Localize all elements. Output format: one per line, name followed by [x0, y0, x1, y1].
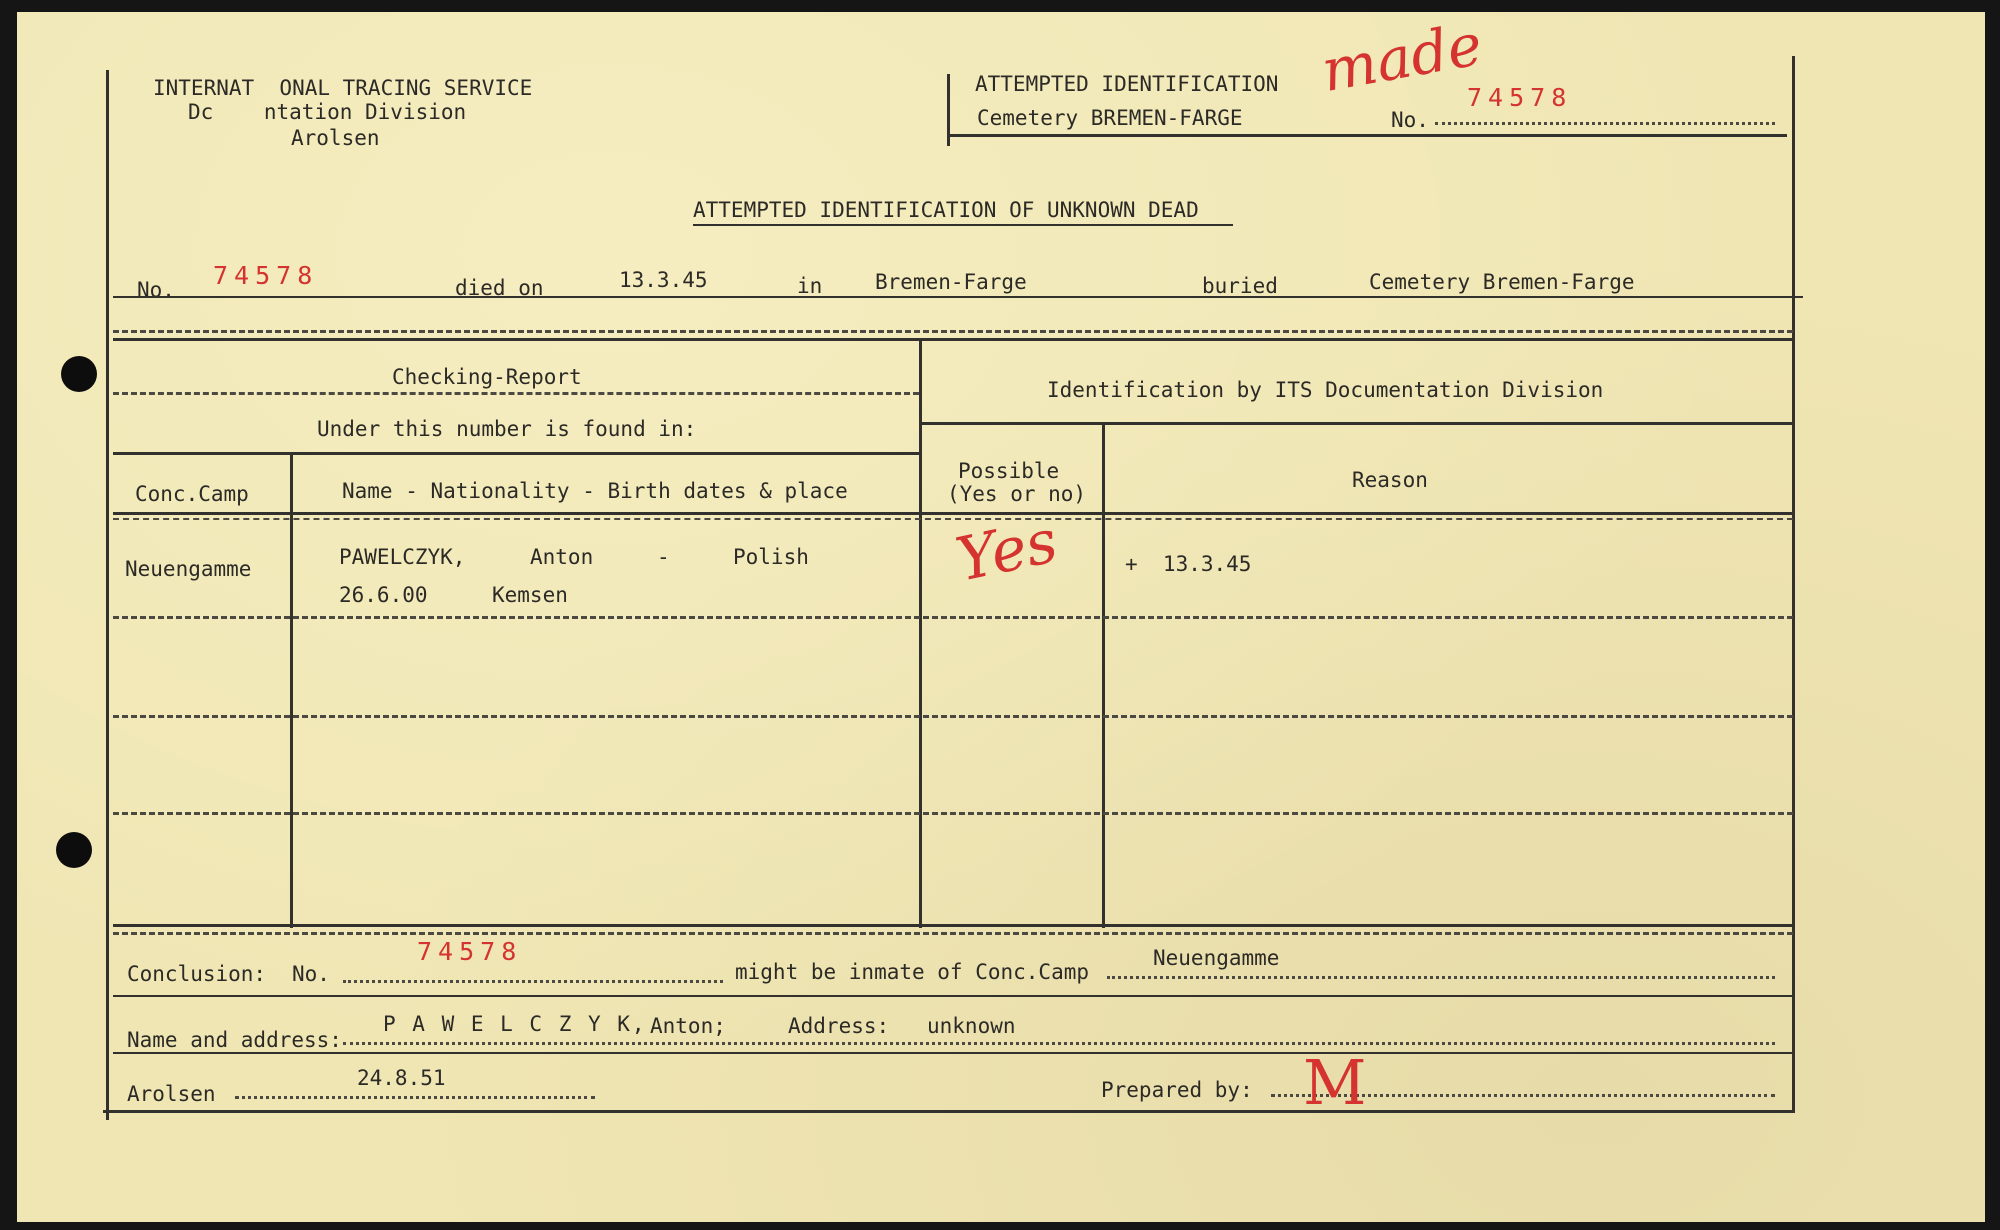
- table-bottom-rule-1: [113, 924, 1793, 927]
- name-address-label: Name and address:: [127, 1028, 342, 1052]
- table-divider-camp: [290, 452, 293, 928]
- row1-surname: PAWELCZYK,: [339, 545, 466, 569]
- record-baseline: [113, 296, 1803, 298]
- conclusion-camp-leader: [1107, 976, 1775, 979]
- address-label: Address:: [788, 1014, 890, 1038]
- conclusion-rule: [113, 995, 1793, 997]
- place-label: Arolsen: [127, 1082, 216, 1106]
- frame-bottom-rule: [103, 1110, 1795, 1113]
- header-box-bottom-rule: [947, 134, 1787, 137]
- row1-possible-handwritten: Yes: [950, 506, 1064, 596]
- header-box-no-value: 74578: [1467, 83, 1573, 112]
- record-in-label: in: [797, 274, 823, 298]
- table-top-rule-2: [113, 338, 1793, 341]
- col-header-possible-line2: (Yes or no): [947, 482, 1087, 506]
- row1-reason: + 13.3.45: [1125, 552, 1252, 576]
- form-title: ATTEMPTED IDENTIFICATION OF UNKNOWN DEAD: [693, 198, 1199, 222]
- record-buried-label: buried: [1202, 274, 1278, 298]
- conclusion-no-label: No.: [292, 962, 330, 986]
- record-place-value: Bremen-Farge: [875, 270, 1027, 294]
- record-buried-value: Cemetery Bremen-Farge: [1369, 270, 1635, 294]
- header-box-no-label: No.: [1391, 108, 1429, 132]
- row1-birth-place: Kemsen: [492, 583, 568, 607]
- record-no-value: 74578: [213, 261, 319, 290]
- prepared-by-initial: M: [1303, 1046, 1367, 1119]
- row1-nationality: Polish: [733, 545, 809, 569]
- name-address-firstname: Anton;: [650, 1014, 726, 1038]
- checking-report-subtitle: Under this number is found in:: [317, 417, 697, 441]
- identification-title: Identification by ITS Documentation Division: [1047, 378, 1604, 402]
- col-header-camp: Conc.Camp: [135, 482, 249, 506]
- col-header-possible-line1: Possible: [958, 459, 1060, 483]
- header-box-cemetery: Cemetery BREMEN-FARGE: [977, 106, 1243, 130]
- table-top-rule-1: [113, 330, 1793, 333]
- conclusion-camp-value: Neuengamme: [1153, 946, 1280, 970]
- name-address-leader: [343, 1042, 1775, 1045]
- record-no-label: No.: [137, 278, 175, 302]
- index-card: [17, 12, 1985, 1222]
- table-row-rule-3: [113, 812, 1793, 815]
- name-address-surname: P A W E L C Z Y K,: [383, 1012, 647, 1036]
- org-division: Dc ntation Division: [188, 100, 467, 124]
- prepared-by-label: Prepared by:: [1101, 1078, 1253, 1102]
- table-bottom-rule-2: [113, 932, 1793, 935]
- row1-camp: Neuengamme: [125, 557, 252, 581]
- address-value: unknown: [927, 1014, 1016, 1038]
- conclusion-might-text: might be inmate of Conc.Camp: [735, 960, 1090, 984]
- table-row-rule-2: [113, 715, 1793, 718]
- header-handwriting: made: [1316, 10, 1488, 105]
- punch-hole-top: [61, 356, 97, 392]
- checking-title-rule: [113, 392, 919, 395]
- row1-birth-date: 26.6.00: [339, 583, 428, 607]
- prepared-date: 24.8.51: [357, 1066, 446, 1090]
- record-died-value: 13.3.45: [619, 268, 708, 292]
- frame-left-rule: [106, 70, 109, 1120]
- table-divider-possible: [1102, 422, 1105, 928]
- header-box-no-leader: [1435, 122, 1775, 125]
- conclusion-no-value: 74578: [417, 937, 523, 966]
- record-died-label: died on: [455, 276, 544, 300]
- row1-dash: -: [657, 545, 670, 569]
- col-header-rule-dashed: [113, 518, 1793, 520]
- frame-right-rule: [1792, 56, 1795, 1112]
- col-header-rule: [113, 512, 1793, 515]
- org-name: INTERNAT ONAL TRACING SERVICE: [153, 76, 533, 100]
- conclusion-label: Conclusion:: [127, 962, 267, 986]
- org-location: Arolsen: [291, 126, 380, 150]
- identification-title-rule: [919, 422, 1793, 425]
- col-header-name: Name - Nationality - Birth dates & place: [342, 479, 848, 503]
- place-leader: [235, 1096, 595, 1099]
- header-box-title: ATTEMPTED IDENTIFICATION: [975, 72, 1279, 96]
- conclusion-no-leader: [343, 980, 723, 983]
- row1-firstname: Anton: [530, 545, 594, 569]
- punch-hole-bottom: [56, 832, 92, 868]
- table-row-rule-1: [113, 616, 1793, 619]
- table-divider-main: [919, 338, 922, 928]
- form-title-underline: [693, 224, 1233, 226]
- col-header-reason: Reason: [1352, 468, 1428, 492]
- checking-report-title: Checking-Report: [392, 365, 582, 389]
- name-address-rule: [113, 1052, 1793, 1054]
- checking-subtitle-rule: [113, 452, 919, 455]
